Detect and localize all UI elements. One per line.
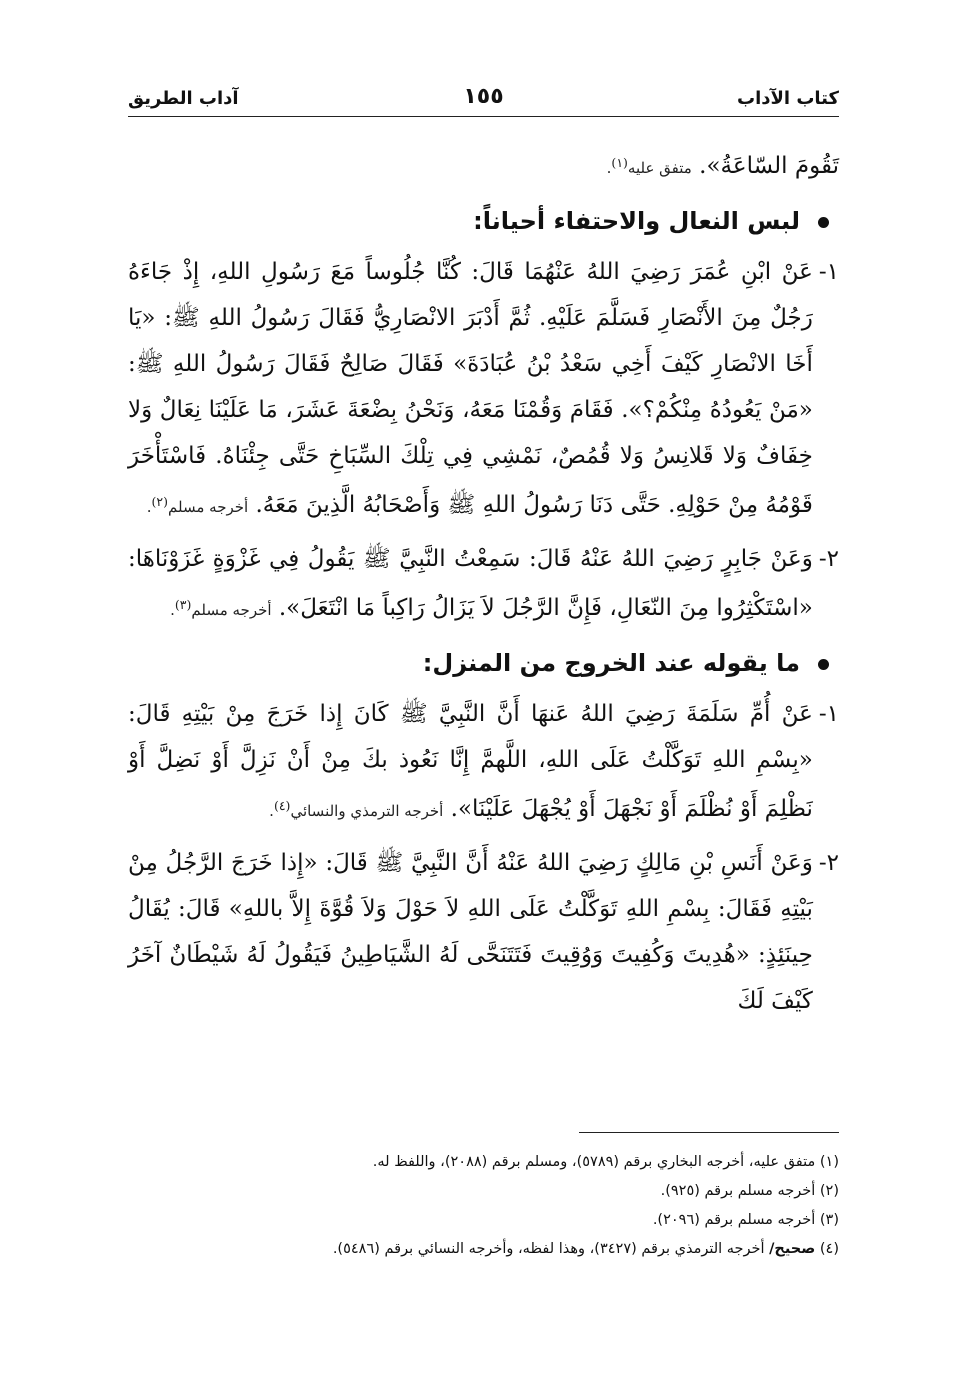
footnote-2: (٢) أخرجه مسلم برقم (٩٢٥). [660, 1183, 839, 1199]
footnotes [128, 1148, 839, 1264]
item-number: ١- [818, 259, 839, 285]
footnote-marker[interactable]: (٤) [273, 798, 291, 813]
footnote-4: (٤) صحيح/ أخرجه الترمذي برقم (٣٤٢٧)، وهذا لفظه، وأخرجه النسائي برقم (٥٤٨٦). [332, 1241, 839, 1257]
hadith-item [128, 249, 839, 530]
source-reference: أخرجه مسلم$^{(٢)}$. [146, 494, 249, 516]
footnote-marker[interactable]: (٢) [151, 494, 169, 509]
footnote-3: (٣) أخرجه مسلم برقم (٢٠٩٦). [652, 1212, 839, 1228]
source-reference: أخرجه الترمذي والنسائي$^{(٤)}$. [269, 798, 444, 820]
page-body [128, 134, 839, 1030]
footnote-divider [579, 1132, 839, 1133]
hadith-grade: صحيح/ [769, 1241, 816, 1257]
footnote-marker[interactable]: (٣) [174, 597, 192, 612]
section-heading-sandals: لبس النعال والاحتفاء أحياناً: [128, 201, 839, 241]
source-reference: متفق عليه$^{(١)}$. [606, 155, 692, 177]
item-number: ٢- [818, 850, 839, 876]
page-number: ١٥٥ [463, 84, 504, 109]
hadith-text: وَعَنْ أَنَسِ بْنِ مَالِكٍ رَضِيَ اللهُ عَنْهُ أَنَّ النَّبِيَّ ﷺ قَالَ: «إِذا خَرَجَ الرَّجُلُ مِنْ بَيْتِهِ فَقَالَ: بِسْمِ اللهِ تَوَكَّلْتُ عَلَى اللهِ لاَ حَوْلَ وَلاَ قُوَّةَ إِلاَّ باللهِ» قَالَ: يُقَالُ حِينَئِذٍ: «هُدِيتَ وَكُفِيتَ وَوُقِيتَ فَتَتَنَحَّى لَهُ الشَّيَاطِينُ فَيَقُولُ لَهُ شَيْطَانٌ آخَرُ كَيْفَ لَكَ [128, 850, 813, 1014]
hadith-item [128, 840, 839, 1024]
item-number: ١- [818, 701, 839, 727]
hadith-item [128, 691, 839, 834]
bullet-icon [818, 659, 829, 670]
hadith-text: عَنْ ابْنِ عُمَرَ رَضِيَ اللهُ عَنْهُمَا قَالَ: كُنَّا جُلُوساً مَعَ رَسُولِ اللهِ، إِذْ جَاءَهُ رَجُلٌ مِنَ الأَنْصَارِ فَسَلَّمَ عَلَيْهِ. ثُمَّ أَدْبَرَ الانْصَارِيُّ فَقَالَ رَسُولُ اللهِ ﷺ: «يَا أَخَا الانْصَارِ كَيْفَ أَخِي سَعْدُ بْنُ عُبَادَةَ» فَقَالَ صَالِحٌ فَقَالَ رَسُولُ اللهِ ﷺ: «مَنْ يَعُودُهُ مِنْكُمْ؟». فَقَامَ وَقُمْنَا مَعَهُ، وَنَحْنُ بِضْعَةَ عَشَرَ، مَا عَلَيْنَا نِعَالٌ وَلا خِفَافٌ وَلا قَلانِسُ وَلا قُمُصٌ، نَمْشِي فِي تِلْكَ السِّبَاخِ حَتَّى جِئْنَاهُ. فَاسْتَأْخَرَ قَوْمُهُ مِنْ حَوْلِهِ. حَتَّى دَنَا رَسُولُ اللهِ ﷺ وَأَصْحَابُهُ الَّذِينَ مَعَهُ. أخرجه مسلم$^{(٢)}$. [128, 259, 813, 518]
chapter-title: آداب الطريق [128, 88, 239, 109]
continued-text: تَقُومَ السّاعَةُ». متفق عليه$^{(١)}$. [606, 153, 839, 179]
footnote-marker[interactable]: (١) [611, 155, 628, 170]
book-title: كتاب الآداب [737, 88, 839, 109]
source-reference: أخرجه مسلم$^{(٣)}$. [170, 597, 272, 619]
hadith-item [128, 536, 839, 633]
footnote-1: (١) متفق عليه، أخرجه البخاري برقم (٥٧٨٩)، ومسلم برقم (٢٠٨٨)، واللفظ له. [372, 1154, 839, 1170]
hadith-text: عَنْ أُمِّ سَلَمَةَ رَضِيَ اللهُ عَنهَا أَنَّ النَّبِيَّ ﷺ كَانَ إِذا خَرَجَ مِنْ بَيْتِهِ قَالَ: «بِسْمِ اللهِ تَوَكَّلْتُ عَلَى اللهِ، اللَّهمَّ إِنَّا نَعُوذ بكَ مِنْ أَنْ نَزِلَّ أَوْ نَضِلَّ أَوْ نَظْلِمَ أَوْ نُظْلَمَ أَوْ نَجْهَلَ أَوْ يُجْهَلَ عَلَيْنَا». أخرجه الترمذي والنسائي$^{(٤)}$. [128, 701, 813, 822]
item-number: ٢- [818, 546, 839, 572]
section-heading-leaving-home: ما يقوله عند الخروج من المنزل: [128, 643, 839, 683]
running-header [128, 84, 839, 117]
hadith-text: وَعَنْ جَابِرٍ رَضِيَ اللهُ عَنْهُ قَالَ: سَمِعْتُ النَّبِيَّ ﷺ يَقُولُ فِي غَزْوَةٍ غَزَوْنَاهَا: «اسْتَكْثِرُوا مِنَ النّعَالِ، فَإِنَّ الرَّجُلَ لاَ يَزَالُ رَاكِباً مَا انْتَعَلَ». أخرجه مسلم$^{(٣)}$. [128, 546, 813, 621]
bullet-icon [818, 217, 829, 228]
